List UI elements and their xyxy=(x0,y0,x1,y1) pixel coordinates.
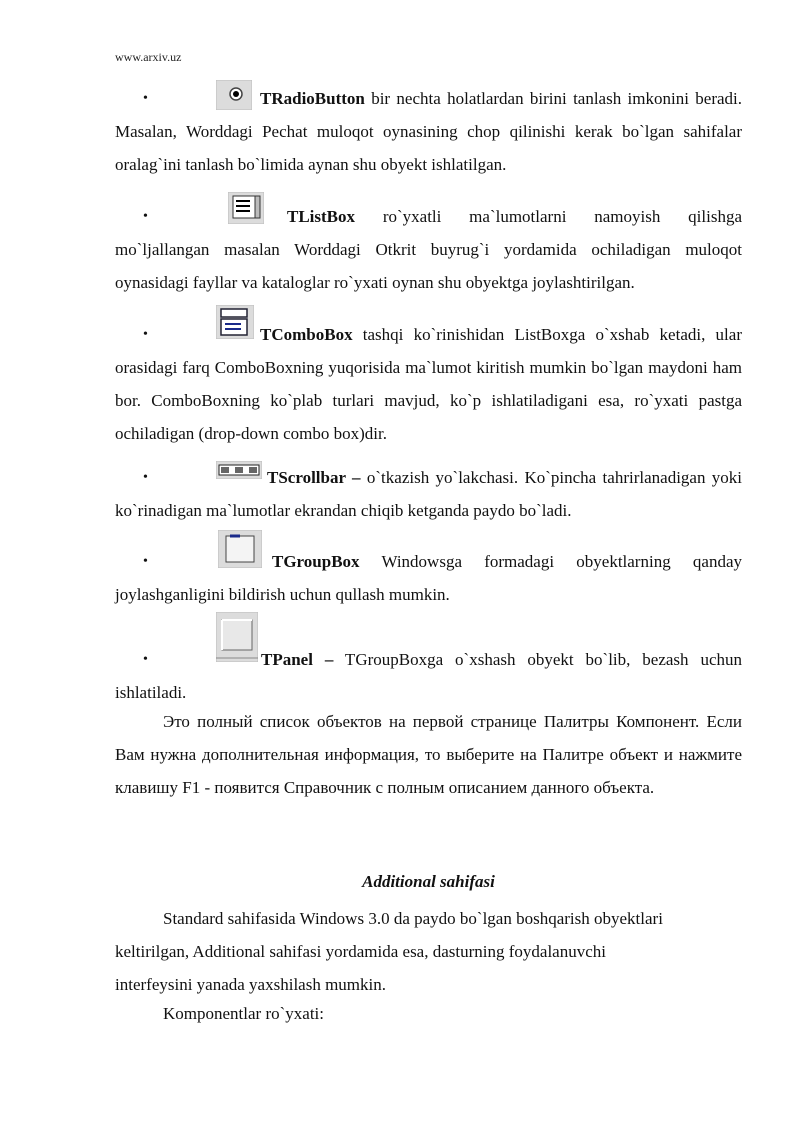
list-item-radiobutton xyxy=(115,82,742,181)
radio-button-icon xyxy=(216,80,252,110)
list-item-listbox xyxy=(115,200,742,299)
section-paragraph-line: interfeysini yanada yaxshilash mumkin. xyxy=(115,975,386,994)
component-name: TScrollbar – xyxy=(267,468,361,487)
component-description: bir nechta holatlardan birini tanlash imkonini beradi. Masalan, Worddagi Pechat muloqot oynasining chop qilinishi kerak bo`lgan sahifalar oralag`ini tanlash bo`limida aynan shu obyekt ishlatilgan. xyxy=(115,89,742,174)
bullet: • xyxy=(143,91,148,106)
bullet: • xyxy=(143,327,148,342)
component-description: TGroupBoxga o`xshash obyekt bo`lib, bezash uchun ishlatiladi. xyxy=(115,650,742,702)
component-name: TComboBox xyxy=(260,325,353,344)
list-box-icon xyxy=(228,192,264,224)
list-item-panel xyxy=(115,643,742,709)
section-paragraph-line: Standard sahifasida Windows 3.0 da paydo bo`lgan boshqarish obyektlari xyxy=(163,909,663,928)
site-header: www.arxiv.uz xyxy=(115,50,182,64)
components-label: Komponentlar ro`yxati: xyxy=(163,1004,324,1023)
component-description: ro`yxatli ma`lumotlarni namoyish qilishga mo`ljallangan masalan Worddagi Otkrit buyrug`i yordamida ochiladigan muloqot oynasidagi fayllar va kataloglar ro`yxati oynan shu obyektga joylashtirilgan. xyxy=(115,207,742,292)
russian-paragraph: Это полный список объектов на первой странице Палитры Компонент. Если Вам нужна дополнительная информация, то выберите на Палитре объект и нажмите клавишу F1 - появится Справочник с полным описанием данного объекта. xyxy=(115,712,742,797)
list-item-combobox xyxy=(115,318,742,450)
component-name: TPanel – xyxy=(261,650,334,669)
scrollbar-icon xyxy=(216,461,262,479)
bullet: • xyxy=(143,554,148,569)
list-item-scrollbar xyxy=(115,461,742,527)
component-description: o`tkazish yo`lakchasi. Ko`pincha tahrirlanadigan yoki ko`rinadigan ma`lumotlar ekrandan chiqib ketganda paydo bo`ladi. xyxy=(115,468,743,520)
section-paragraph-line: keltirilgan, Additional sahifasi yordamida esa, dasturning foydalanuvchi xyxy=(115,942,606,961)
component-name: TRadioButton xyxy=(260,89,365,108)
component-description: Windowsga formadagi obyektlarning qanday joylashganligini bildirish uchun qullash mumkin. xyxy=(115,552,742,604)
bullet: • xyxy=(143,652,148,667)
component-description: tashqi ko`rinishidan ListBoxga o`xshab ketadi, ular orasidagi farq ComboBoxning yuqorisida ma`lumot kiritish mumkin bo`lgan maydoni ham bor. ComboBoxning ko`plab turlari mavjud, ko`p ishlatiladigani esa, ro`yxati pastga ochiladigan (drop-down combo box)dir. xyxy=(115,325,742,443)
component-name: TListBox xyxy=(287,207,356,226)
section-heading: Additional sahifasi xyxy=(362,872,495,891)
component-name: TGroupBox xyxy=(272,552,360,571)
bullet: • xyxy=(143,470,148,485)
list-item-groupbox xyxy=(115,545,742,611)
bullet: • xyxy=(143,209,148,224)
combo-box-icon xyxy=(216,305,254,339)
panel-icon xyxy=(216,612,258,662)
group-box-icon xyxy=(218,530,262,568)
section-paragraph xyxy=(115,902,742,1001)
